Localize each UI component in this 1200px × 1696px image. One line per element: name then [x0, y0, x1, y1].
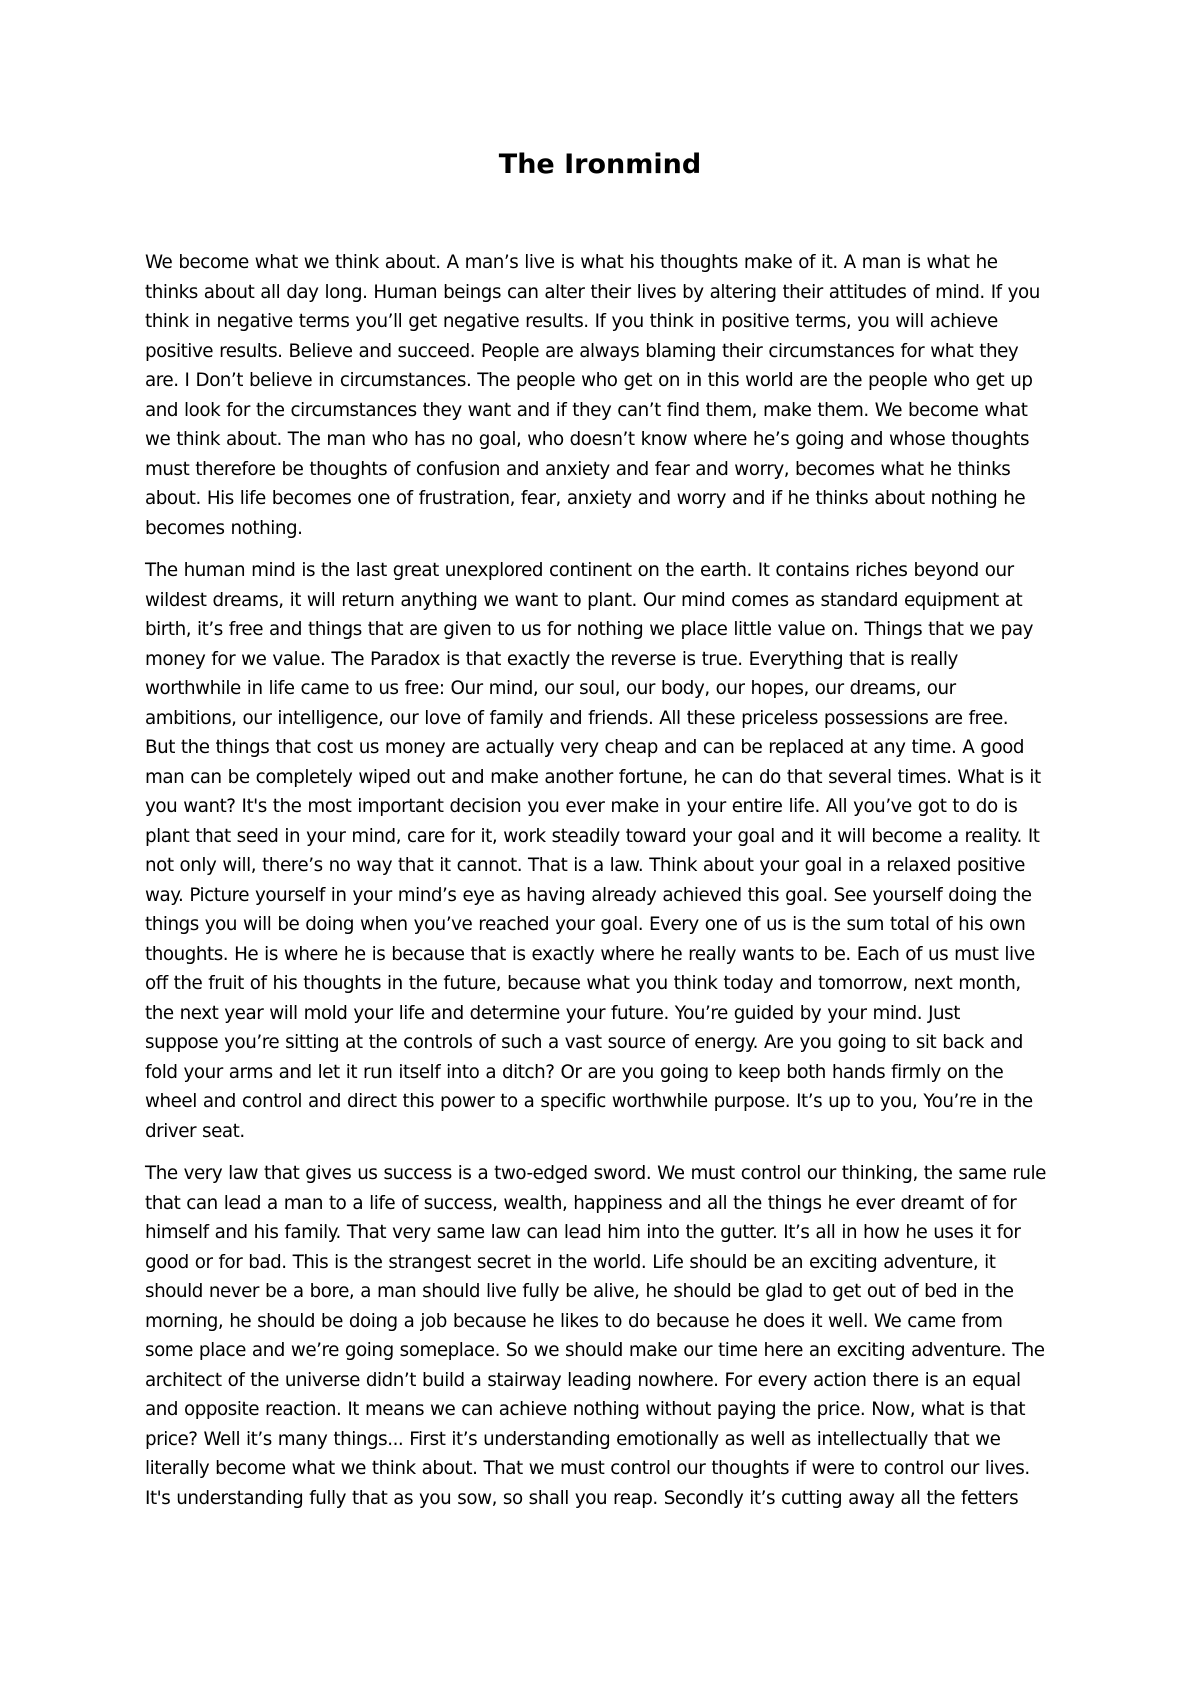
text-line: positive results. Believe and succeed. People are always blaming their circumstances for what they [145, 340, 1019, 362]
document-body [145, 248, 1053, 1526]
text-line: things you will be doing when you’ve reached your goal. Every one of us is the sum total of his own [145, 914, 1026, 935]
text-line: ambitions, our intelligence, our love of family and friends. All these priceless possessions are free. [145, 707, 1009, 729]
document-title: The Ironmind [498, 149, 702, 180]
text-line: thoughts. He is where he is because that is exactly where he really wants to be. Each of us must live [145, 943, 1035, 965]
text-line: that can lead a man to a life of success, wealth, happiness and all the things he ever dreamt of for [145, 1192, 1017, 1214]
text-line: morning, he should be doing a job because he likes to do because he does it well. We came from [145, 1310, 1003, 1332]
text-line: It's understanding fully that as you sow, so shall you reap. Secondly it’s cutting away all the fetters [145, 1487, 1019, 1509]
text-line: must therefore be thoughts of confusion and anxiety and fear and worry, becomes what he thinks [145, 458, 1011, 480]
text-line: becomes nothing. [145, 517, 303, 539]
text-line: we think about. The man who has no goal, who doesn’t know where he’s going and whose thoughts [145, 429, 1030, 450]
text-line: some place and we’re going someplace. So we should make our time here an exciting adventure. The [145, 1340, 1045, 1361]
text-line: The very law that gives us success is a two-edged sword. We must control our thinking, the same rule [145, 1163, 1046, 1184]
text-line: the next year will mold your life and determine your future. You’re guided by your mind. Just [145, 1002, 960, 1024]
text-line: worthwhile in life came to us free: Our mind, our soul, our body, our hopes, our dreams, our [145, 678, 956, 699]
paragraph-3 [145, 1159, 1053, 1513]
text-line: plant that seed in your mind, care for it, work steadily toward your goal and it will become a reality. It [145, 825, 1040, 847]
text-line: price? Well it’s many things... First it’s understanding emotionally as well as intellectually that we [145, 1428, 1001, 1450]
text-line: suppose you’re sitting at the controls of such a vast source of energy. Are you going to sit back and [145, 1032, 1023, 1053]
paragraph-1 [145, 248, 1053, 543]
text-line: way. Picture yourself in your mind’s eye as having already achieved this goal. See yourself doing the [145, 884, 1032, 906]
text-line: driver seat. [145, 1120, 245, 1142]
text-line: The human mind is the last great unexplored continent on the earth. It contains riches beyond our [145, 560, 1014, 581]
text-line: fold your arms and let it run itself into a ditch? Or are you going to keep both hands firmly on the [145, 1061, 1004, 1083]
text-line: think in negative terms you’ll get negative results. If you think in positive terms, you will achieve [145, 311, 998, 332]
text-line: good or for bad. This is the strangest secret in the world. Life should be an exciting adventure, it [145, 1251, 996, 1273]
text-line: money for we value. The Paradox is that exactly the reverse is true. Everything that is really [145, 648, 958, 670]
text-line: birth, it’s free and things that are given to us for nothing we place little value on. Things that we pay [145, 619, 1033, 640]
text-line: and opposite reaction. It means we can achieve nothing without paying the price. Now, what is that [145, 1399, 1026, 1420]
text-line: thinks about all day long. Human beings can alter their lives by altering their attitudes of mind. If you [145, 281, 1040, 303]
text-line: architect of the universe didn’t build a stairway leading nowhere. For every action there is an equal [145, 1369, 1021, 1391]
text-line: man can be completely wiped out and make another fortune, he can do that several times. What is it [145, 766, 1041, 788]
text-line: are. I Don’t believe in circumstances. The people who get on in this world are the people who get up [145, 370, 1033, 391]
text-line: literally become what we think about. That we must control our thoughts if were to control our lives. [145, 1458, 1030, 1479]
text-line: and look for the circumstances they want and if they can’t find them, make them. We become what [145, 399, 1028, 421]
text-line: We become what we think about. A man’s live is what his thoughts make of it. A man is what he [145, 252, 998, 273]
text-line: about. His life becomes one of frustration, fear, anxiety and worry and if he thinks about nothing he [145, 488, 1026, 509]
text-line: wildest dreams, it will return anything we want to plant. Our mind comes as standard equipment at [145, 589, 1023, 611]
text-line: you want? It's the most important decision you ever make in your entire life. All you’ve got to do is [145, 796, 1018, 817]
paragraph-2 [145, 556, 1053, 1146]
text-line: should never be a bore, a man should live fully be alive, he should be glad to get out of bed in the [145, 1281, 1014, 1302]
text-line: wheel and control and direct this power to a specific worthwhile purpose. It’s up to you, You’re in the [145, 1091, 1033, 1112]
text-line: himself and his family. That very same law can lead him into the gutter. It’s all in how he uses it for [145, 1222, 1021, 1243]
text-line: But the things that cost us money are actually very cheap and can be replaced at any time. A good [145, 737, 1025, 758]
text-line: off the fruit of his thoughts in the future, because what you think today and tomorrow, next month, [145, 973, 1021, 994]
text-line: not only will, there’s no way that it cannot. That is a law. Think about your goal in a relaxed positive [145, 855, 1025, 876]
